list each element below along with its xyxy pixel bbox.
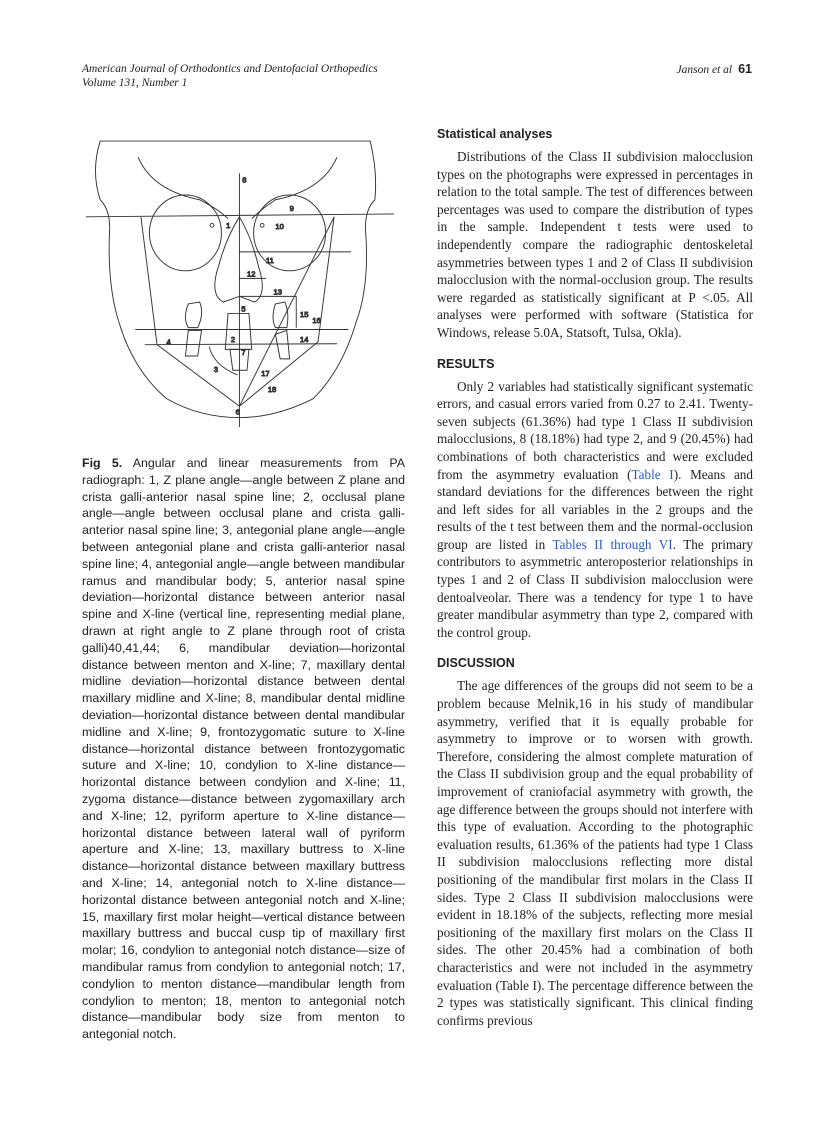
link-table-1[interactable]: Table I xyxy=(631,466,674,482)
figure-label: 5 xyxy=(241,304,246,314)
figure-label: 6 xyxy=(235,407,240,417)
paragraph-statistical-analyses: Distributions of the Class II subdivision malocclusion types on the photographs were expressed in percentages in relation to the total sample. The test of differences between percentages was used to compare the distribution of types in the sample. Independent t tests were used to independently compare the radiographic dentoskeletal asymmetries between types 1 and 2 of Class II subdivision malocclusion with the normal-occlusion group. The results were regarded as statistically significant at P <.05. All analyses were performed with software (Statistica for Windows, release 5.0A, Statsoft, Tulsa, Okla). xyxy=(437,149,753,340)
results-text: Only 2 variables had statistically significant systematic errors, and casual errors varied from 0.27 to 2.41. Twenty-seven subjects (61.36%) had type 1 Class II subdivision malocclusions, 8 (18.18%) had type 2, and 9 (20.45%) had combinations of both characteristics and were excluded from the asymmetry evaluation ( xyxy=(437,378,753,482)
figure-label: 17 xyxy=(261,368,270,378)
heading-results: RESULTS xyxy=(437,356,495,371)
caption-label: Fig 5. xyxy=(82,456,123,470)
figure-label: 2 xyxy=(230,334,236,344)
figure-label: 8 xyxy=(242,175,247,185)
figure-label: 13 xyxy=(273,287,282,297)
figure-label: 7 xyxy=(241,348,246,358)
figure-label: 3 xyxy=(213,365,219,375)
heading-discussion: DISCUSSION xyxy=(437,656,515,671)
paragraph-results xyxy=(437,378,753,642)
figure-pa-radiograph-tracing xyxy=(86,126,408,444)
paragraph-discussion: The age differences of the groups did not seem to be a problem because Melnik,16 in his study of mandibular asymmetry, verified that it is equally probable for asymmetry to improve or to worsen with growth. Therefore, considering the almost complete maturation of the Class II subdivision group and the equal probability of improvement of craniofacial asymmetry with growth, the age difference between the groups should not interfere with this type of evaluation. According to the photographic evaluation results, 61.36% of the patients had type 1 Class II subdivision malocclusions reflecting more distal positioning of the mandibular first molars in the Class II sides. Type 2 Class II subdivision malocclusions were evident in 18.18% of the subjects, reflecting more mesial positioning of the maxillary first molars on the Class II sides. The other 20.45% had a combination of both characteristics and were not included in the asymmetry evaluation (Table I). The percentage difference between the 2 types was statistically significant. This clinical finding confirms previous xyxy=(437,678,753,1028)
journal-title: American Journal of Orthodontics and Dentofacial Orthopedics xyxy=(82,63,378,75)
heading-statistical-analyses: Statistical analyses xyxy=(437,127,553,141)
results-text: . The primary contributors to asymmetric anteroposterior relationships in types 1 and 2 of Class II subdivision malocclusion were dentoalveolar. There was a tendency for type 1 to have greater mandibular asymmetry than type 2, compared with the control group. xyxy=(437,536,753,640)
figure-label: 16 xyxy=(312,315,321,325)
figure-label: 11 xyxy=(265,256,274,266)
figure-label: 15 xyxy=(300,310,309,320)
figure-caption xyxy=(82,455,405,1043)
authors: Janson et al xyxy=(676,64,733,76)
caption-text: Angular and linear measurements from PA radiograph: 1, Z plane angle—angle between Z plane and crista galli-anterior nasal spine line; 2, occlusal plane angle—angle between occlusal plane and crista galli-anterior nasal spine line; 3, antegonial plane angle—angle between antegonial plane and crista galli-anterior nasal spine line; 4, antegonial angle—angle between mandibular ramus and mandibular body; 5, anterior nasal spine deviation—horizontal distance between anterior nasal spine and X-line (vertical line, representing medial plane, drawn at right angle to Z plane through root of crista galli)40,41,44; 6, mandibular deviation—horizontal distance between menton and X-line; 7, maxillary dental midline deviation—horizontal distance between dental maxillary midline and X-line; 8, mandibular dental midline deviation—horizontal distance between dental mandibular midline and X-line; 9, frontozygomatic suture to X-line distance—horizontal distance between frontozygomatic suture and X-line; 10, condylion to X-line distance—horizontal distance between condylion and X-line; 11, zygoma distance—distance between zygomaxillary arch and X-line; 12, pyriform aperture to X-line distance—horizontal distance between lateral wall of pyriform aperture and X-line; 13, maxillary buttress to X-line distance—horizontal distance between maxillary buttress and X-line; 14, antegonial notch to X-line distance—horizontal distance between antegonial notch and X-line; 15, maxillary first molar height—vertical distance between maxillary buttress and buccal cusp tip of maxillary first molar; 16, condylion to antegonial notch distance—size of mandibular ramus from condylion to antegonial notch; 17, condylion to menton distance—mandibular length from condylion to menton; 18, menton to antegonial notch distance—mandibular body size from menton to antegonial notch. xyxy=(82,456,405,1042)
figure-label: 18 xyxy=(267,385,277,395)
journal-volume: Volume 131, Number 1 xyxy=(82,77,188,89)
figure-label: 12 xyxy=(247,269,256,279)
link-tables-2-6[interactable]: Tables II through VI xyxy=(552,536,673,552)
figure-label: 10 xyxy=(275,222,284,232)
page-number: 61 xyxy=(738,62,752,76)
results-text: ). Means and standard deviations for the differences between the right and left sides for all variables in the 2 groups and the results of the t test between them and the normal-occlusion group are listed in xyxy=(437,466,753,552)
running-header-right xyxy=(677,62,752,76)
figure-label: 9 xyxy=(289,204,294,214)
figure-label: 4 xyxy=(166,337,171,347)
running-header-journal xyxy=(82,62,378,90)
right-column xyxy=(437,126,753,1043)
figure-label: 14 xyxy=(300,334,309,344)
figure-label: 1 xyxy=(226,221,231,231)
